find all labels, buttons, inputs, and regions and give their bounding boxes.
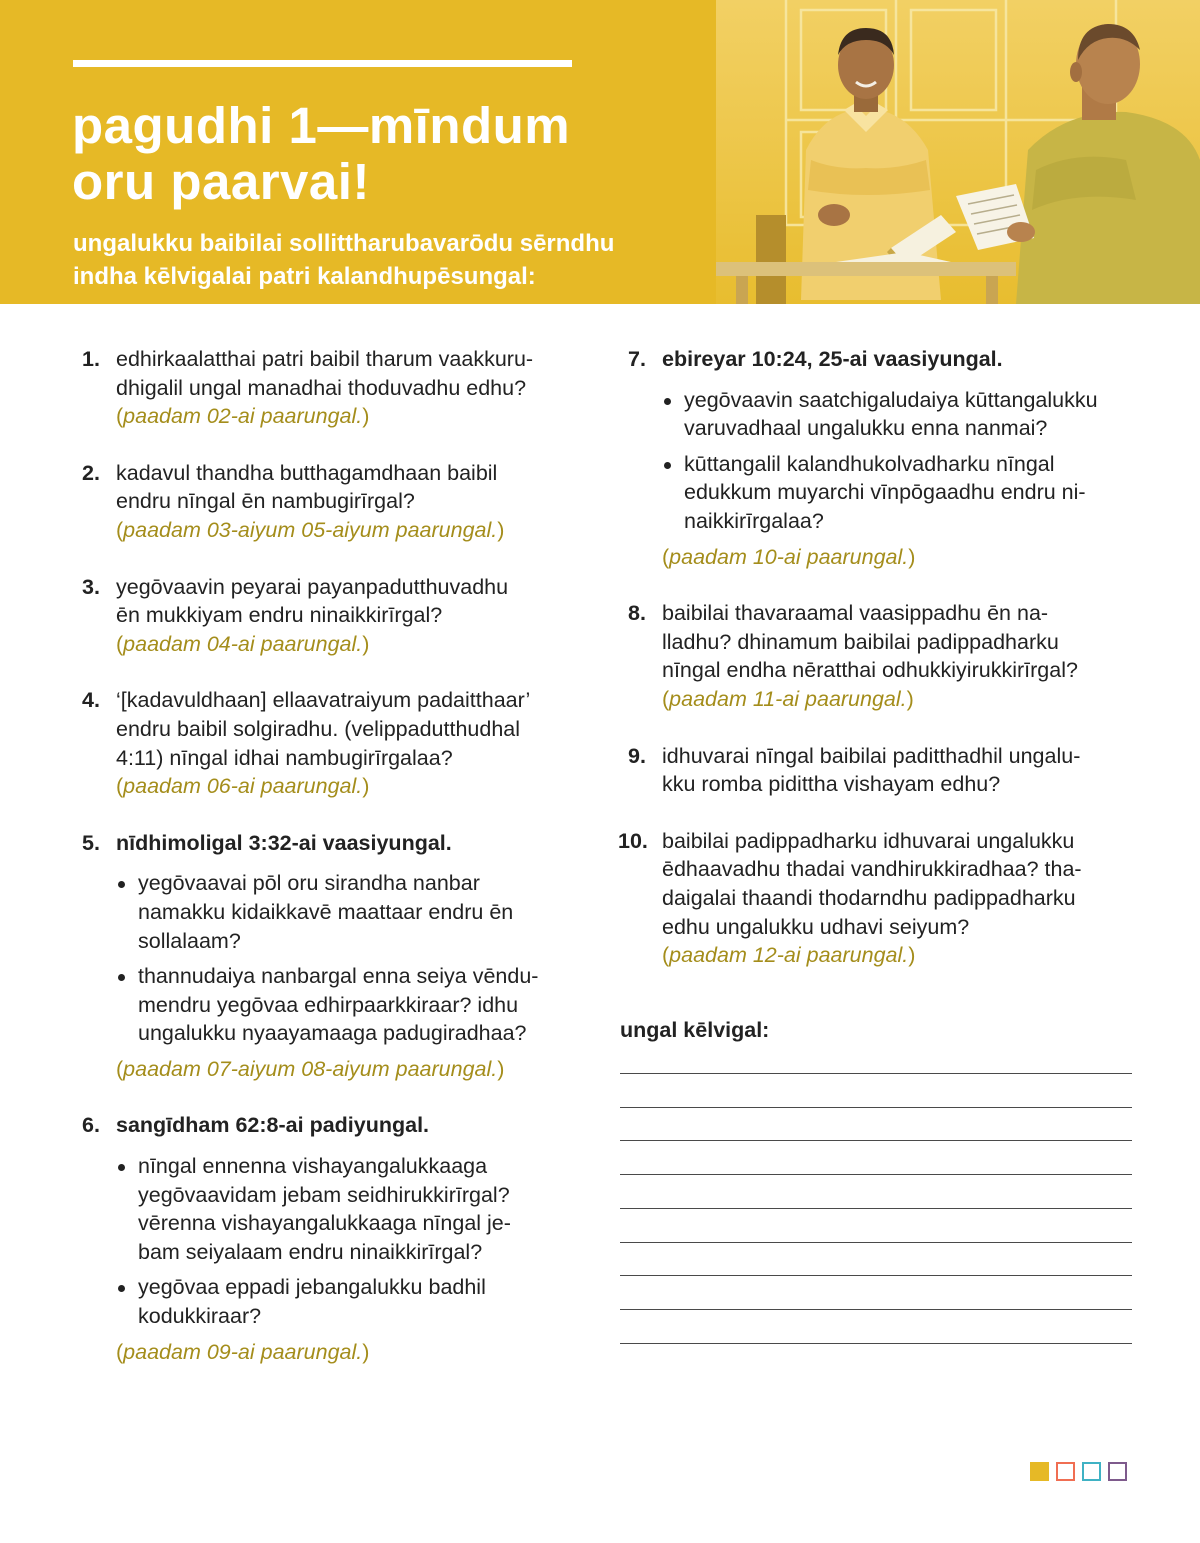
question-number: 2.	[82, 460, 100, 485]
question-item	[82, 345, 582, 431]
text-line: sollalaam?	[138, 928, 241, 953]
text-line: baibilai padippadharku idhuvarai ungalukku	[662, 828, 1075, 853]
lesson-reference: (paadam 04-ai paarungal.)	[116, 631, 370, 656]
text-line: varuvadhaal ungalukku enna nanmai?	[684, 416, 1048, 441]
text-line: nīngal endha nēratthai odhukkiyirukkirīrgal?	[662, 658, 1078, 683]
title-line: oru paarvai!	[72, 153, 370, 210]
text-line: kku romba pidittha vishayam edhu?	[662, 772, 1001, 797]
text-line: ēdhaavadhu thadai vandhirukkiradhaa? tha-	[662, 857, 1082, 882]
text-line: yegōvaavin peyarai payanpadutthuvadhu	[116, 574, 509, 599]
question-number: 9.	[628, 743, 646, 768]
text-line: mendru yegōvaa edhirpaarkkiraar? idhu	[138, 992, 519, 1017]
writing-line[interactable]	[620, 1208, 1132, 1209]
question-text	[662, 742, 1138, 799]
question-item	[618, 599, 1138, 713]
text-line: namakku kidaikkavē maattaar endru ēn	[138, 899, 514, 924]
bullet-list	[116, 1152, 582, 1331]
text-line: baibilai thavaraamal vaasippadhu ēn na-	[662, 601, 1049, 626]
question-number: 4.	[82, 688, 100, 713]
question-item	[82, 686, 582, 800]
text-line: yegōvaa eppadi jebangalukku badhil	[138, 1275, 486, 1300]
bullet-item	[116, 1152, 582, 1266]
footer-squares	[1030, 1462, 1127, 1481]
page-subtitle	[73, 227, 713, 293]
questions-column-right	[618, 345, 1138, 970]
writing-line[interactable]	[620, 1073, 1132, 1074]
writing-line[interactable]	[620, 1174, 1132, 1175]
writing-line[interactable]	[620, 1275, 1132, 1276]
title-line: pagudhi 1—mīndum	[72, 97, 571, 154]
text-line: yegōvaavai pōl oru sirandha nanbar	[138, 871, 480, 896]
question-number: 5.	[82, 830, 100, 855]
question-number: 8.	[628, 601, 646, 626]
question-number: 6.	[82, 1113, 100, 1138]
question-number: 1.	[82, 347, 100, 371]
question-text: nīdhimoligal 3:32-ai vaasiyungal.	[116, 830, 452, 855]
question-item	[618, 742, 1138, 799]
filled-square-icon	[1030, 1462, 1049, 1481]
text-line: vērenna vishayangalukkaaga nīngal je-	[138, 1211, 511, 1236]
text-line: naikkirīrgalaa?	[684, 508, 824, 533]
question-item	[618, 345, 1138, 571]
text-line: daigalai thaandi thodarndhu padippadharku	[662, 885, 1076, 910]
question-text	[116, 459, 582, 516]
writing-line[interactable]	[620, 1343, 1132, 1344]
subtitle-line: indha kēlvigalai patri kalandhupēsungal:	[73, 263, 536, 290]
bullet-list	[116, 869, 582, 1048]
text-line: yegōvaavidam jebam seidhirukkirīrgal?	[138, 1182, 510, 1207]
question-text	[116, 686, 582, 772]
page-title	[72, 98, 712, 210]
text-line: ungalukku nyaayamaaga padugiradhaa?	[138, 1021, 527, 1046]
text-line: lladhu? dhinamum baibilai padippadharku	[662, 629, 1059, 654]
question-number: 3.	[82, 574, 100, 599]
question-text	[116, 573, 582, 630]
question-item	[82, 459, 582, 545]
bullet-list	[662, 386, 1138, 536]
text-line: endru nīngal ēn nambugirīrgal?	[116, 489, 415, 514]
text-line: ‘[kadavuldhaan] ellaavatraiyum padaitthaar’	[116, 688, 531, 713]
question-text: ebireyar 10:24, 25-ai vaasiyungal.	[662, 347, 1003, 371]
bullet-item	[116, 1273, 582, 1330]
text-line: yegōvaavin saatchigaludaiya kūttangalukku	[684, 387, 1098, 412]
outline-square-icon	[1108, 1462, 1127, 1481]
question-text: sangīdham 62:8-ai padiyungal.	[116, 1113, 430, 1138]
text-line: edhirkaalatthai patri baibil tharum vaakkuru-	[116, 347, 534, 371]
question-item	[82, 573, 582, 659]
text-line: thannudaiya nanbargal enna seiya vēndu-	[138, 964, 539, 989]
two-men-studying-bible-illustration	[716, 0, 1200, 304]
text-line: kūttangalil kalandhukolvadharku nīngal	[684, 451, 1055, 476]
question-text	[662, 827, 1138, 941]
lesson-reference: (paadam 02-ai paarungal.)	[116, 404, 370, 429]
header-banner	[0, 0, 1200, 304]
text-line: edukkum muyarchi vīnpōgaadhu endru ni-	[684, 480, 1086, 505]
text-line: dhigalil ungal manadhai thoduvadhu edhu?	[116, 375, 527, 400]
question-text	[662, 599, 1138, 685]
bullet-item	[116, 962, 582, 1048]
notes-title: ungal kēlvigal:	[620, 1018, 770, 1042]
text-line: kadavul thandha butthagamdhaan baibil	[116, 460, 498, 485]
subtitle-line: ungalukku baibilai sollittharubavarōdu sērndhu	[73, 230, 615, 257]
lesson-reference: (paadam 07-aiyum 08-aiyum paarungal.)	[116, 1056, 505, 1081]
lesson-reference: (paadam 03-aiyum 05-aiyum paarungal.)	[116, 517, 505, 542]
question-item	[82, 1111, 582, 1366]
header-rule	[73, 60, 572, 67]
text-line: edhu ungalukku udhavi seiyum?	[662, 914, 970, 939]
text-line: idhuvarai nīngal baibilai paditthadhil ungalu-	[662, 743, 1081, 768]
lesson-reference: (paadam 11-ai paarungal.)	[662, 686, 914, 711]
writing-line[interactable]	[620, 1140, 1132, 1141]
writing-line[interactable]	[620, 1309, 1132, 1310]
text-line: endru baibil solgiradhu. (velippadutthudhal	[116, 716, 521, 741]
question-item	[618, 827, 1138, 970]
bullet-item	[662, 386, 1138, 443]
questions-column-left	[82, 345, 582, 1366]
text-line: ēn mukkiyam endru ninaikkirīrgal?	[116, 603, 443, 628]
question-number: 7.	[628, 347, 646, 371]
text-line: kodukkiraar?	[138, 1304, 262, 1329]
outline-square-icon	[1056, 1462, 1075, 1481]
outline-square-icon	[1082, 1462, 1101, 1481]
text-line: bam seiyalaam endru ninaikkirīrgal?	[138, 1239, 483, 1264]
lesson-reference: (paadam 06-ai paarungal.)	[116, 774, 370, 799]
question-item	[82, 829, 582, 1084]
bullet-item	[116, 869, 582, 955]
question-text	[116, 345, 582, 402]
text-line: 4:11) nīngal idhai nambugirīrgalaa?	[116, 745, 453, 770]
writing-line[interactable]	[620, 1107, 1132, 1108]
writing-line[interactable]	[620, 1242, 1132, 1243]
lesson-reference: (paadam 12-ai paarungal.)	[662, 943, 916, 968]
bullet-item	[662, 450, 1138, 536]
question-number: 10.	[618, 828, 648, 853]
lesson-reference: (paadam 09-ai paarungal.)	[116, 1339, 370, 1364]
text-line: nīngal ennenna vishayangalukkaaga	[138, 1154, 488, 1179]
lesson-reference: (paadam 10-ai paarungal.)	[662, 544, 916, 569]
